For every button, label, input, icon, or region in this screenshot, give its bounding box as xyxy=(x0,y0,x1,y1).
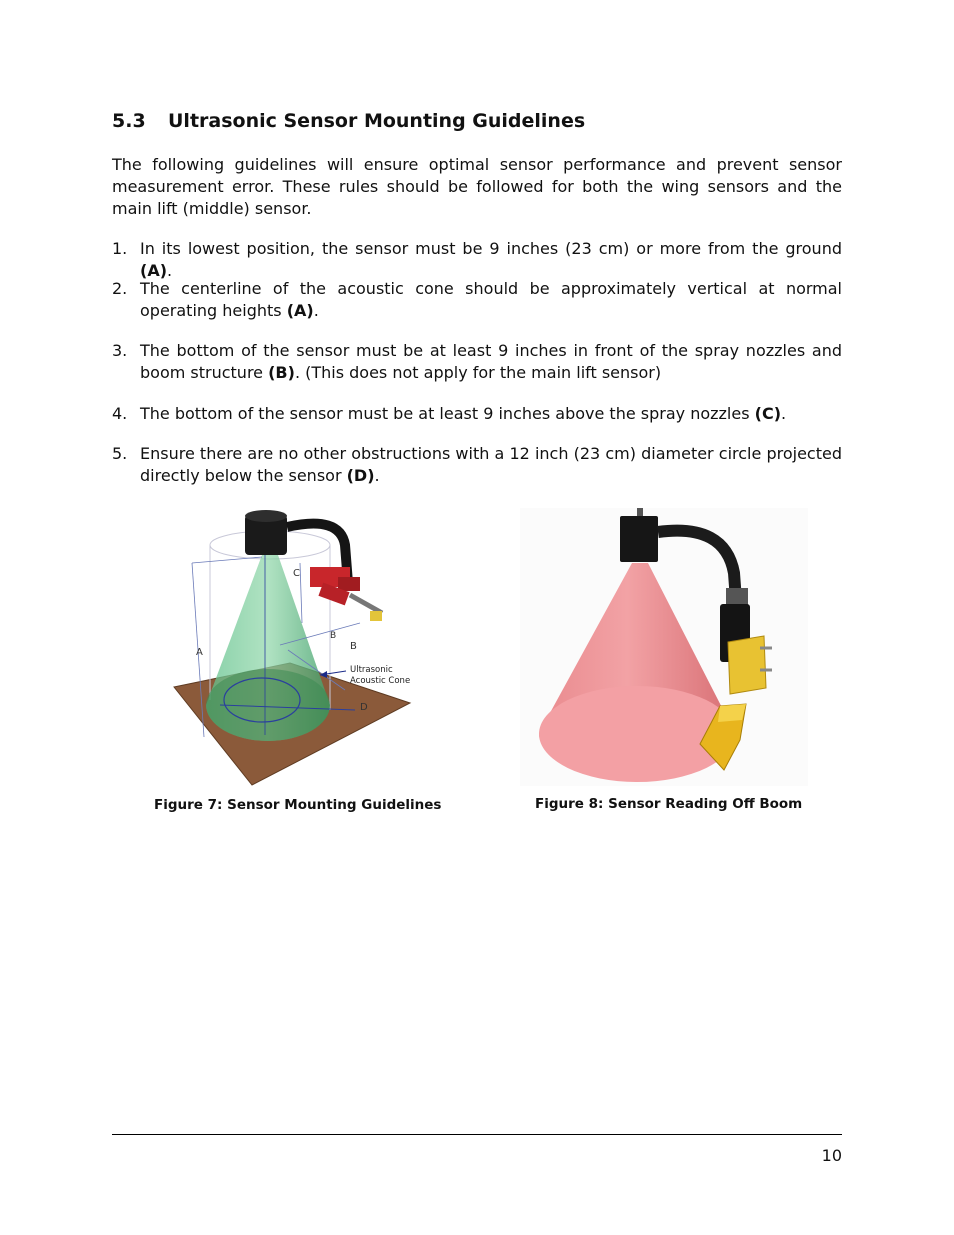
figure7-caption: Figure 7: Sensor Mounting Guidelines xyxy=(154,797,442,813)
section-title: Ultrasonic Sensor Mounting Guidelines xyxy=(168,110,586,132)
item-after: . xyxy=(781,404,787,423)
page-number: 10 xyxy=(821,1146,842,1165)
item-number: 3. xyxy=(112,341,128,360)
guideline-item-3 xyxy=(112,340,842,384)
item-ref: (D) xyxy=(346,466,375,485)
figure8-caption: Figure 8: Sensor Reading Off Boom xyxy=(535,796,803,812)
label-a: A xyxy=(196,647,203,658)
item-after: . (This does not apply for the main lift sensor) xyxy=(294,363,662,382)
item-number: 4. xyxy=(112,404,128,423)
item-number: 5. xyxy=(112,444,128,463)
label-c: C xyxy=(293,568,300,579)
label-d: D xyxy=(360,702,368,713)
label-b-1: B xyxy=(330,631,337,641)
item-number: 2. xyxy=(112,279,128,298)
guideline-item-4 xyxy=(112,403,842,425)
item-ref: (C) xyxy=(754,404,782,423)
label-cone-line2: Acoustic Cone xyxy=(350,676,411,686)
item-ref: (A) xyxy=(286,301,314,320)
item-after: . xyxy=(313,301,319,320)
figure8-sensor-reading-off-boom xyxy=(520,508,808,788)
item-ref: (B) xyxy=(268,363,295,382)
item-text: Ensure there are no other obstructions with a 12 inch (23 cm) diameter circle projected directly below the sensor xyxy=(140,444,842,485)
guideline-item-2 xyxy=(112,278,842,322)
item-after: . xyxy=(167,261,173,280)
item-text: The centerline of the acoustic cone should be approximately vertical at normal operating heights xyxy=(140,279,842,320)
item-after: . xyxy=(374,466,380,485)
item-text: The bottom of the sensor must be at least 9 inches in front of the spray nozzles and boom structure xyxy=(140,341,842,382)
item-text: In its lowest position, the sensor must be 9 inches (23 cm) or more from the ground xyxy=(140,239,842,258)
intro-paragraph: The following guidelines will ensure optimal sensor performance and prevent sensor measurement error. These rules should be followed for both the wing sensors and the main lift (middle) sensor. xyxy=(112,155,842,218)
guideline-item-1 xyxy=(112,238,842,282)
item-number: 1. xyxy=(112,239,128,258)
item-text: The bottom of the sensor must be at least 9 inches above the spray nozzles xyxy=(140,404,755,423)
section-number: 5.3 xyxy=(112,110,146,132)
section-heading xyxy=(112,110,585,132)
item-ref: (A) xyxy=(140,261,168,280)
footer-rule xyxy=(112,1134,842,1135)
sensor-body xyxy=(620,516,658,562)
label-b-2: B xyxy=(350,641,357,652)
guideline-item-5 xyxy=(112,443,842,487)
figure7-sensor-mounting-illustration xyxy=(170,505,430,790)
label-cone-line1: Ultrasonic xyxy=(350,665,393,675)
